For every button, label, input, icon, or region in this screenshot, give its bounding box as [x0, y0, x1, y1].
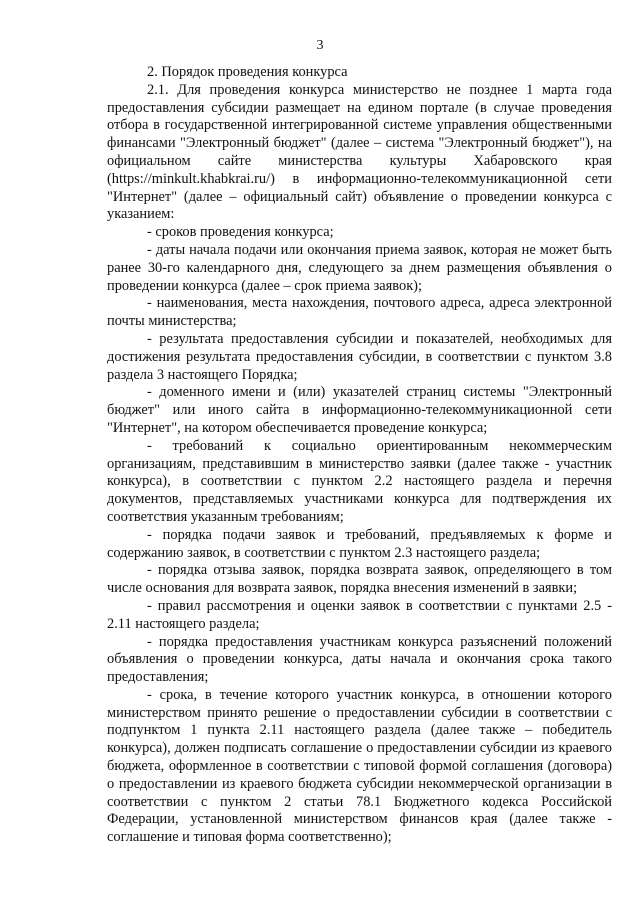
paragraph-2-1: 2.1. Для проведения конкурса министерство не позднее 1 марта года предоставления субсидии размещает на едином портале (в случае проведения отбора в государственной интегрированной системе управления общественными финансами "Электронный бюджет" (далее – система "Электронный бюджет"), на официальном сайте министерства культуры Хабаровского края (https://minkult.khabkrai.ru/) в информационно-телекоммуникационной сети "Интернет" (далее – официальный сайт) объявление о проведении конкурса с указанием:	[107, 81, 612, 223]
list-item-submission-procedure: - порядка подачи заявок и требований, предъявляемых к форме и содержанию заявок, в соответствии с пунктом 2.3 настоящего раздела;	[107, 526, 612, 561]
page-number: 3	[316, 38, 324, 53]
list-item-participant-requirements: - требований к социально ориентированным некоммерческим организациям, представившим в министерство заявки (далее также - участник конкурса), в соответствии с пунктом 2.2 настоящего раздела и перечня документов, представляемых участниками конкурса для подтверждения их соответствия указанным требованиям;	[107, 437, 612, 525]
list-item-contest-dates: - сроков проведения конкурса;	[147, 224, 334, 241]
list-item-domain-name: - доменного имени и (или) указателей страниц системы "Электронный бюджет" или иного сайта в информационно-телекоммуникационной сети "Интернет", на котором обеспечивается проведение конкурса;	[107, 384, 612, 436]
list-item-ministry-contacts: - наименования, места нахождения, почтового адреса, адреса электронной почты министерства;	[107, 295, 612, 330]
list-item-evaluation-rules: - правил рассмотрения и оценки заявок в соответствии с пунктами 2.5 - 2.11 настоящего раздела;	[107, 597, 612, 632]
list-item-application-dates: - даты начала подачи или окончания приема заявок, которая не может быть ранее 30-го календарного дня, следующего за днем размещения объявления о проведении конкурса (далее – срок приема заявок);	[107, 241, 612, 294]
list-item-subsidy-result: - результата предоставления субсидии и показателей, необходимых для достижения результата предоставления субсидии, в соответствии с пунктом 3.8 раздела 3 настоящего Порядка;	[107, 330, 612, 383]
document-body	[107, 64, 612, 847]
list-item-withdrawal-procedure: - порядка отзыва заявок, порядка возврата заявок, определяющего в том числе основания для возврата заявок, порядка внесения изменений в заявки;	[107, 562, 612, 597]
section-heading: 2. Порядок проведения конкурса	[147, 64, 348, 80]
list-item-agreement-deadline: - срока, в течение которого участник конкурса, в отношении которого министерством принято решение о предоставлении субсидии в соответствии с подпунктом 1 пункта 2.11 настоящего раздела (далее также – победитель конкурса), должен подписать соглашение о предоставлении субсидии из краевого бюджета, оформленное в соответствии с типовой формой соглашения (договора) о предоставлении из краевого бюджета субсидии некоммерческой организации в соответствии с пунктом 2 статьи 78.1 Бюджетного кодекса Российской Федерации, установленной министерством финансов края (далее также - соглашение и типовая форма соответственно);	[107, 686, 612, 846]
list-item-clarification-procedure: - порядка предоставления участникам конкурса разъяснений положений объявления о проведении конкурса, даты начала и окончания срока такого предоставления;	[107, 633, 612, 686]
